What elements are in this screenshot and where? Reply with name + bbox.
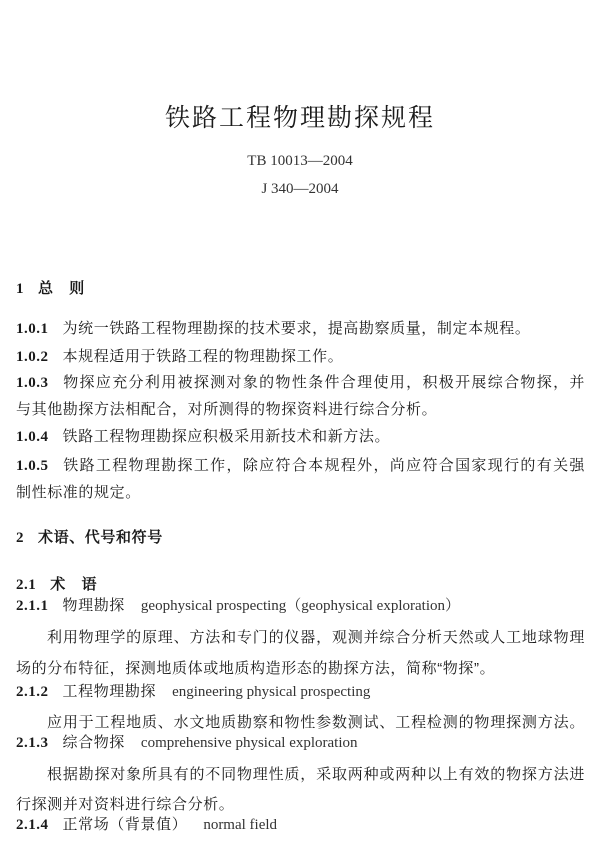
term-2-1-1: 2.1.1 物理勘探 geophysical prospecting（geophysical exploration） xyxy=(16,597,460,614)
clause-1-0-3: 1.0.3 物探应充分利用被探测对象的物性条件合理使用，积极开展综合物探，并 xyxy=(16,374,585,391)
term-2-1-1-def-cont: 场的分布特征，探测地质体或地质构造形态的勘探方法，简称“物探”。 xyxy=(16,660,496,677)
clause-1-0-4: 1.0.4 铁路工程物理勘探应积极采用新技术和新方法。 xyxy=(16,428,391,445)
document-title: 铁路工程物理勘探规程 xyxy=(164,104,435,132)
clause-1-0-1: 1.0.1 为统一铁路工程物理勘探的技术要求，提高勘察质量，制定本规程。 xyxy=(16,320,531,337)
clause-1-0-5-cont: 制性标准的规定。 xyxy=(16,484,141,501)
clause-1-0-2: 1.0.2 本规程适用于铁路工程的物理勘探工作。 xyxy=(16,348,344,365)
clause-1-0-3-cont: 与其他勘探方法相配合，对所测得的物探资料进行综合分析。 xyxy=(16,401,438,418)
term-2-1-2-def: 应用于工程地质、水文地质勘察和物性参数测试、工程检测的物理探测方法。 xyxy=(47,714,585,731)
clause-1-0-5: 1.0.5 铁路工程物理勘探工作，除应符合本规程外，尚应符合国家现行的有关强 xyxy=(16,457,585,474)
term-2-1-4: 2.1.4 正常场（背景值） normal field xyxy=(16,816,278,833)
term-2-1-3: 2.1.3 综合物探 comprehensive physical exploration xyxy=(16,734,358,751)
term-2-1-3-def: 根据勘探对象所具有的不同物理性质，采取两种或两种以上有效的物探方法进 xyxy=(47,766,585,783)
term-2-1-3-def-cont: 行探测并对资料进行综合分析。 xyxy=(16,796,235,813)
chapter-2-heading: 2 术语、代号和符号 xyxy=(16,529,163,546)
standard-code-tb: TB 10013—2004 xyxy=(247,153,353,169)
term-2-1-2: 2.1.2 工程物理勘探 engineering physical prospecting xyxy=(16,683,371,700)
standard-code-j: J 340—2004 xyxy=(261,181,339,197)
section-2-1-heading: 2.1 术 语 xyxy=(16,576,98,593)
chapter-1-heading: 1 总 则 xyxy=(16,280,85,297)
term-2-1-1-def: 利用物理学的原理、方法和专门的仪器，观测并综合分析天然或人工地球物理 xyxy=(47,629,585,646)
